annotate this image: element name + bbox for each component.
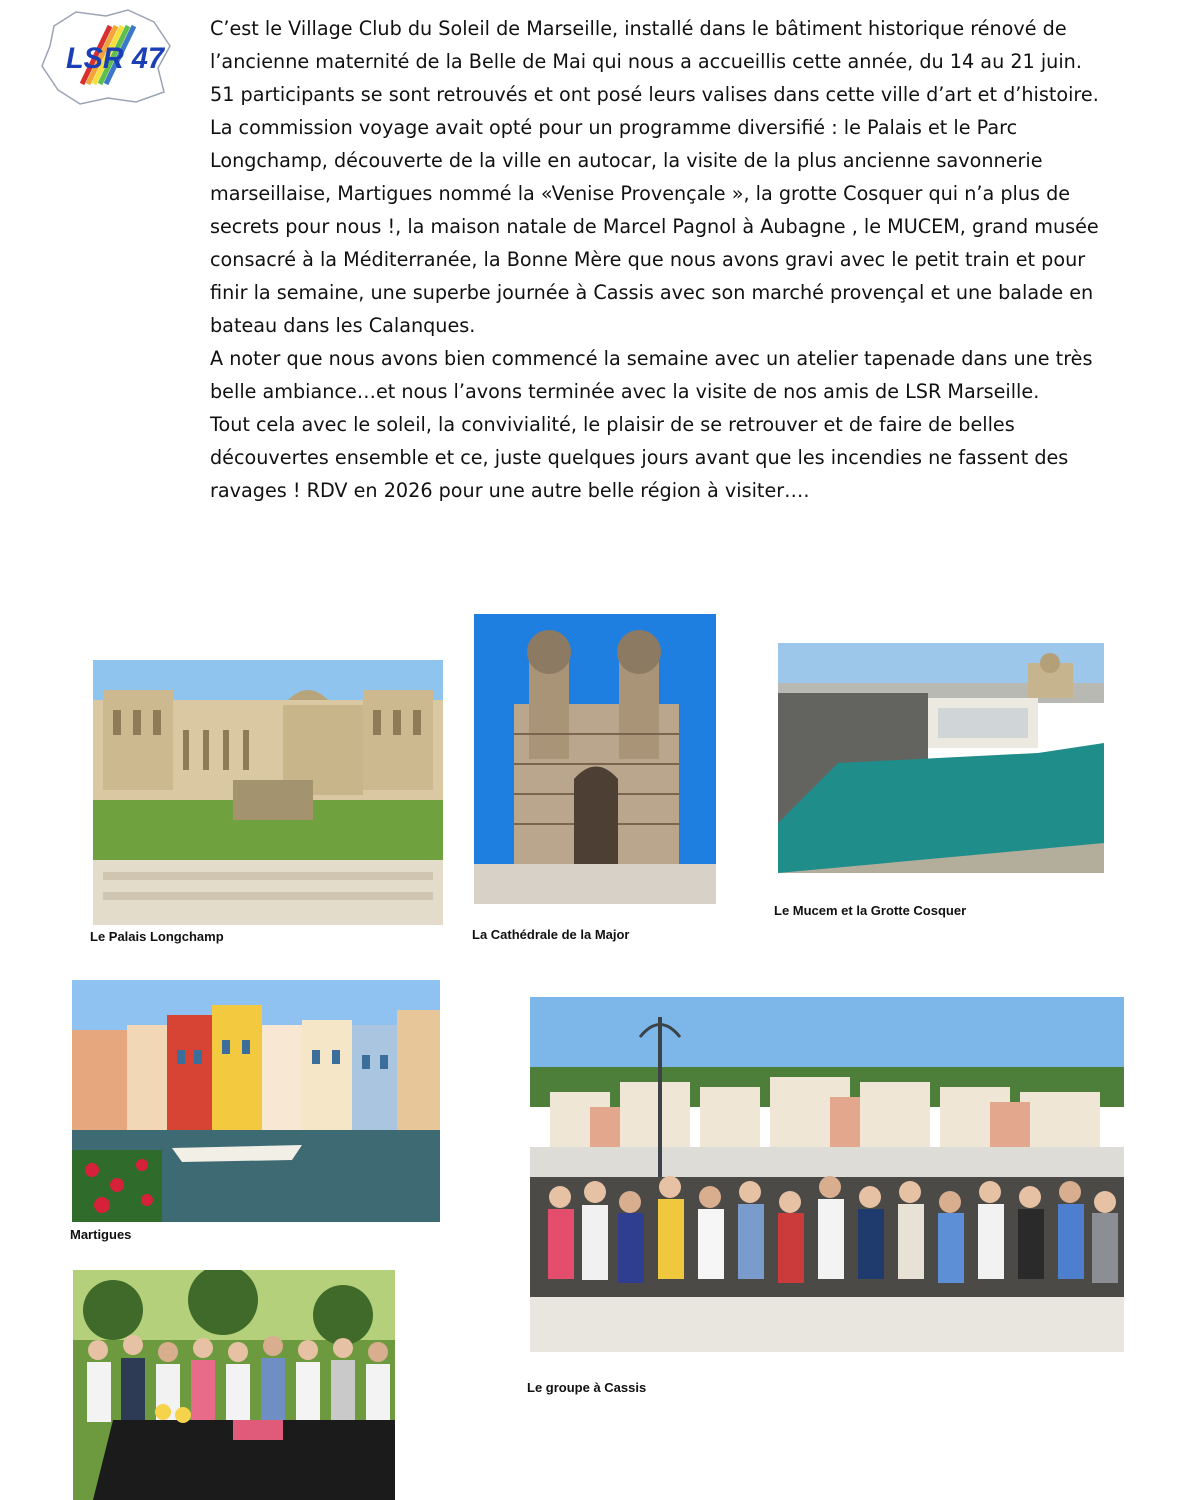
- cassis-group-photo: [530, 997, 1124, 1352]
- paragraph-conclusion: Tout cela avec le soleil, la convivialité, le plaisir de se retrouver et de faire de belles découvertes ensemble et ce, juste quelques jours avant que les incendies ne fassent des ravages ! RDV en 2026 pour une autre belle région à visiter….: [210, 413, 1069, 502]
- mucem-photo: [778, 643, 1104, 873]
- paragraph-intro: C’est le Village Club du Soleil de Marseille, installé dans le bâtiment historique rénové de l’ancienne maternité de la Belle de Mai qui nous a accueillis cette année, du 14 au 21 juin. 51 participants se sont retrouvés et ont posé leurs valises dans cette ville d’art et d’histoire.: [210, 17, 1099, 106]
- caption-martigues: Martigues: [70, 1227, 132, 1242]
- paragraph-programme: La commission voyage avait opté pour un programme diversifié : le Palais et le Parc Longchamp, découverte de la ville en autocar, la visite de la plus ancienne savonnerie marseillaise, Martigues nommé la «Venise Provençale », la grotte Cosquer qui n’a plus de secrets pour nous !, la maison natale de Marcel Pagnol à Aubagne , le MUCEM, grand musée consacré à la Méditerranée, la Bonne Mère que nous avons gravi avec le petit train et pour finir la semaine, une superbe journée à Cassis avec son marché provençal et une balade en bateau dans les Calanques.: [210, 116, 1099, 337]
- caption-cathedrale: La Cathédrale de la Major: [472, 927, 630, 942]
- martigues-photo: [72, 980, 440, 1222]
- caption-cassis: Le groupe à Cassis: [527, 1380, 647, 1395]
- svg-text:LSR 47: LSR 47: [66, 42, 166, 75]
- lsr47-logo: [36, 6, 176, 106]
- cathedrale-major-photo: [474, 614, 716, 904]
- paragraph-atelier: A noter que nous avons bien commencé la semaine avec un atelier tapenade dans une très belle ambiance…et nous l’avons terminée avec la visite de nos amis de LSR Marseille.: [210, 347, 1093, 403]
- caption-palais: Le Palais Longchamp: [90, 929, 224, 944]
- atelier-tapenade-photo: [73, 1270, 395, 1500]
- caption-mucem: Le Mucem et la Grotte Cosquer: [774, 903, 967, 918]
- palais-longchamp-photo: [93, 660, 443, 925]
- article-text: [210, 12, 1110, 507]
